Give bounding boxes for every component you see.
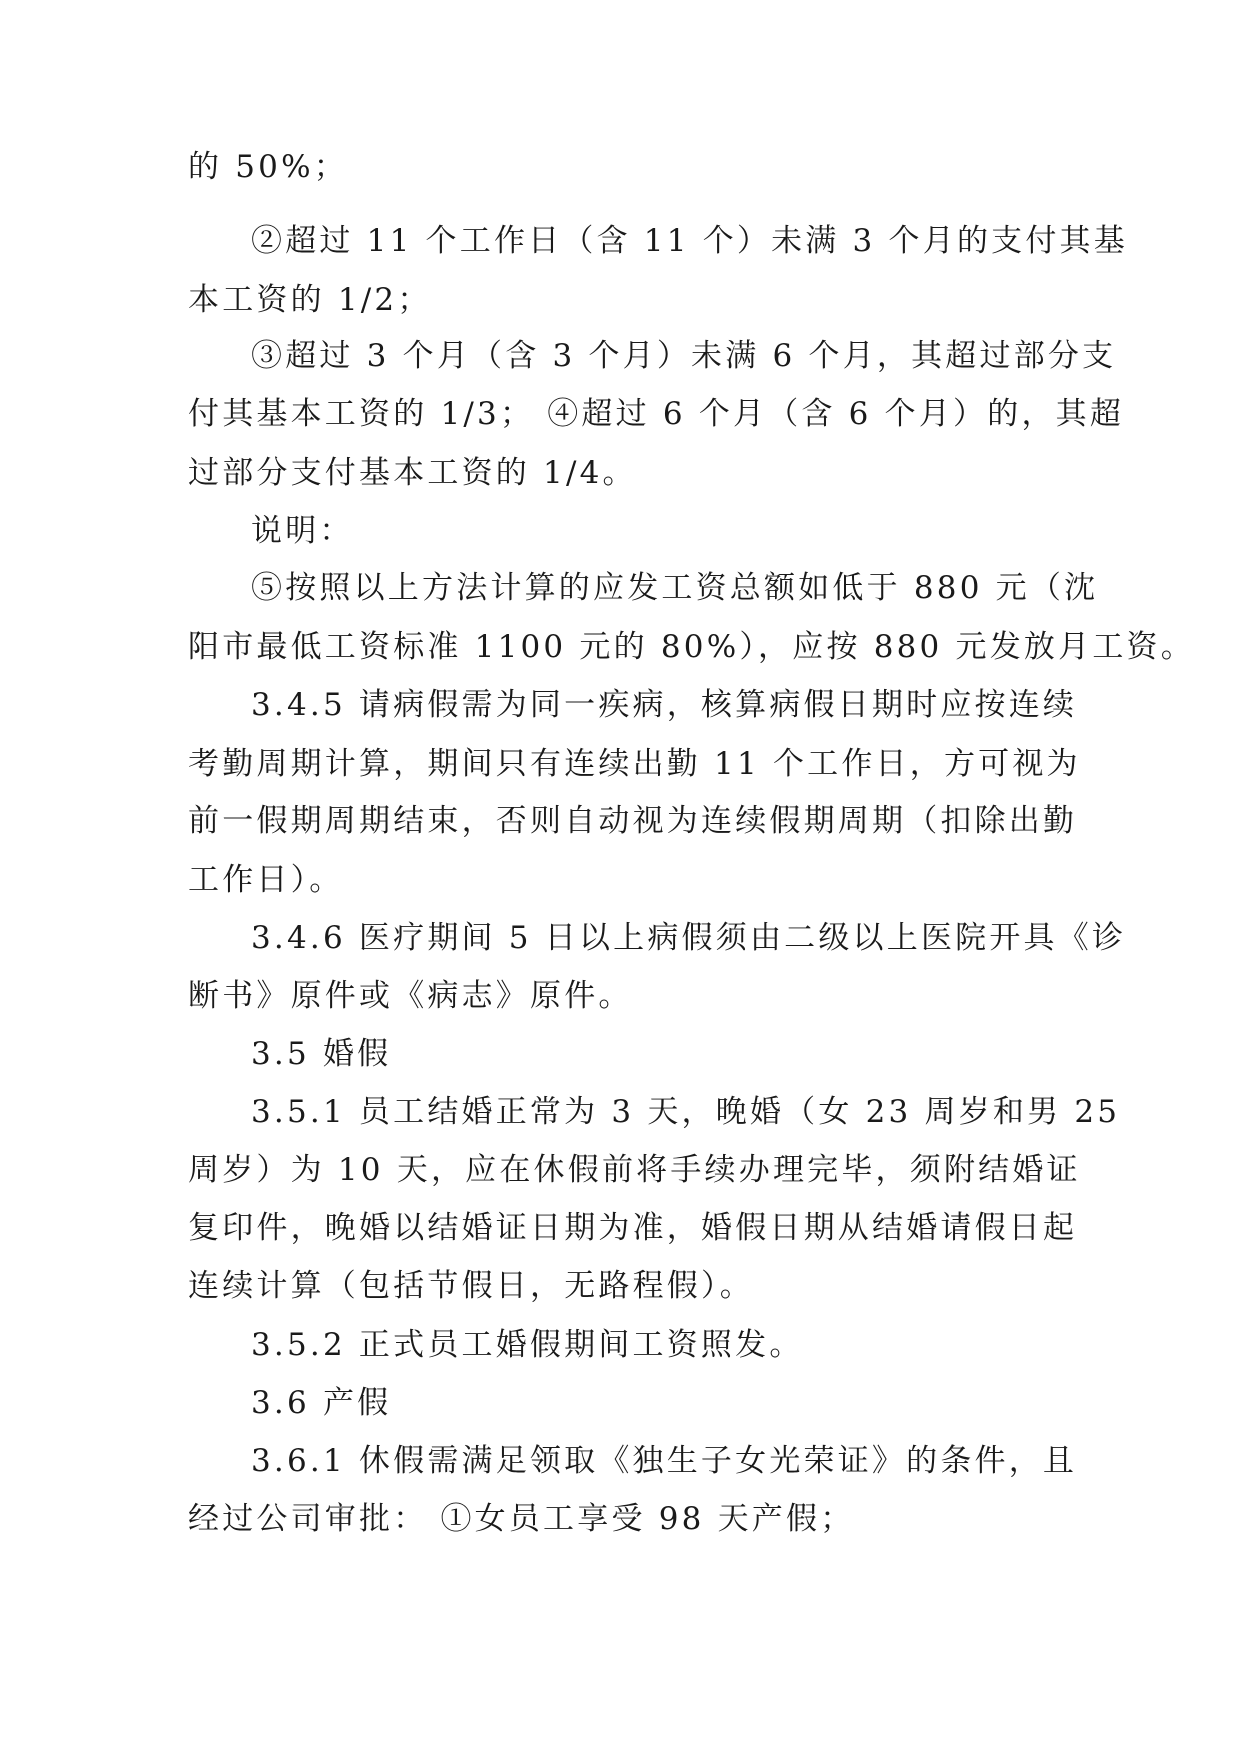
text-line: ⑤按照以上方法计算的应发工资总额如低于 880 元（沈 — [251, 570, 1099, 606]
text-line: ③超过 3 个月（含 3 个月）未满 6 个月，其超过部分支 — [251, 338, 1117, 374]
text-line: 3.5.2 正式员工婚假期间工资照发。 — [251, 1327, 804, 1363]
text-line: 3.5.1 员工结婚正常为 3 天，晚婚（女 23 周岁和男 25 — [251, 1094, 1121, 1130]
text-line: 断书》原件或《病志》原件。 — [188, 978, 633, 1014]
text-line: 经过公司审批： ①女员工享受 98 天产假； — [188, 1501, 855, 1537]
text-line: 工作日）。 — [188, 862, 344, 898]
text-line: 3.4.6 医疗期间 5 日以上病假须由二级以上医院开具《诊 — [251, 920, 1127, 956]
text-line: 3.6 产假 — [251, 1385, 392, 1421]
text-line: 付其基本工资的 1/3； ④超过 6 个月（含 6 个月）的，其超 — [188, 396, 1125, 432]
text-line: 周岁）为 10 天，应在休假前将手续办理完毕，须附结婚证 — [188, 1152, 1081, 1188]
text-line: 前一假期周期结束，否则自动视为连续假期周期（扣除出勤 — [188, 803, 1078, 839]
text-line: 3.6.1 休假需满足领取《独生子女光荣证》的条件，且 — [251, 1443, 1078, 1479]
text-line: 阳市最低工资标准 1100 元的 80%），应按 880 元发放月工资。 — [188, 629, 1195, 665]
text-line: 的 50%； — [188, 149, 348, 185]
text-line: 本工资的 1/2； — [188, 282, 432, 318]
text-line: 连续计算（包括节假日，无路程假）。 — [188, 1268, 754, 1304]
text-line: ②超过 11 个工作日（含 11 个）未满 3 个月的支付其基 — [251, 223, 1128, 259]
text-line: 3.4.5 请病假需为同一疾病，核算病假日期时应按连续 — [251, 687, 1078, 723]
text-line: 考勤周期计算，期间只有连续出勤 11 个工作日，方可视为 — [188, 746, 1081, 782]
text-line: 3.5 婚假 — [251, 1036, 392, 1072]
text-line: 过部分支付基本工资的 1/4。 — [188, 455, 637, 491]
text-line: 复印件，晚婚以结婚证日期为准，婚假日期从结婚请假日起 — [188, 1210, 1078, 1246]
text-line: 说明： — [251, 513, 354, 549]
